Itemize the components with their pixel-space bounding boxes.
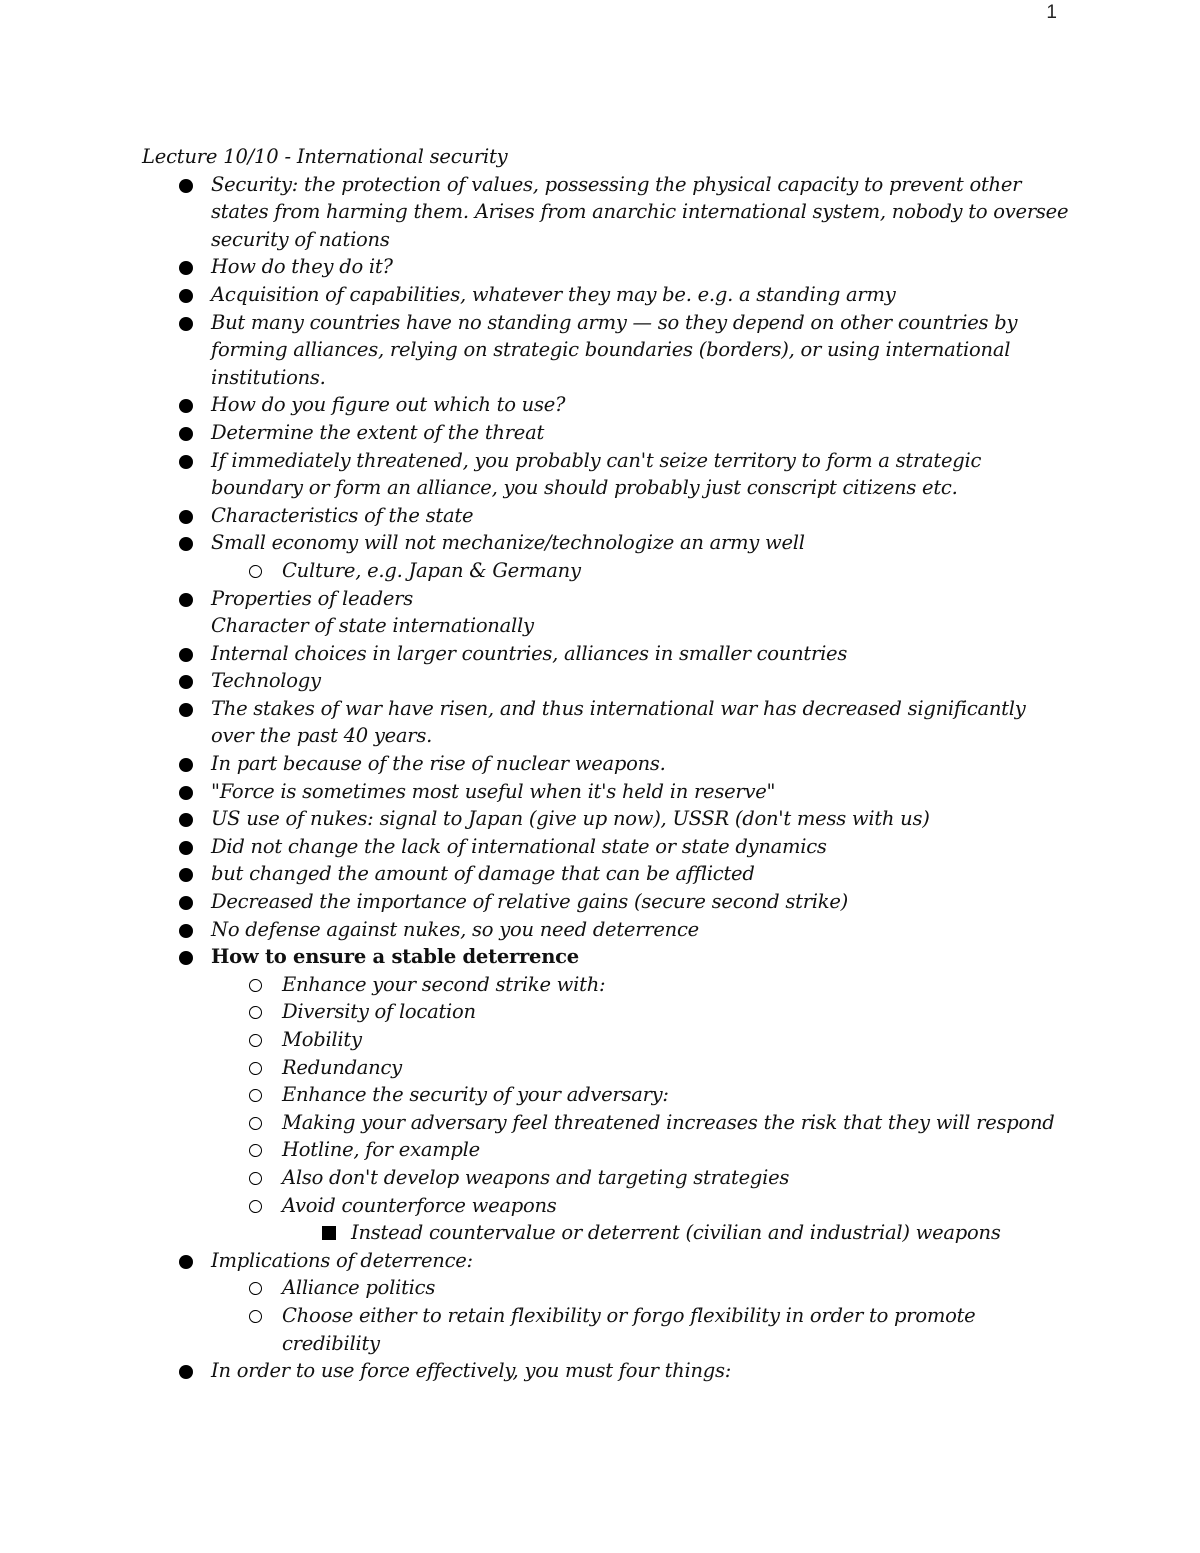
filled-circle-bullet-icon: [179, 179, 193, 193]
list-item-text: How to ensure a stable deterrence: [211, 945, 579, 969]
list-item: [142, 998, 1072, 1026]
filled-circle-bullet-icon: [179, 951, 193, 965]
list-item-text: How do they do it?: [211, 255, 393, 279]
list-item-text: but changed the amount of damage that can be afflicted: [211, 862, 755, 886]
list-item: [142, 502, 1072, 530]
hollow-circle-bullet-icon: [249, 1200, 262, 1213]
filled-circle-bullet-icon: [179, 455, 193, 469]
list-item: [142, 805, 1072, 833]
list-item-text: Acquisition of capabilities, whatever they may be. e.g. a standing army: [211, 282, 896, 306]
list-item: [142, 557, 1072, 585]
list-item: [142, 971, 1072, 999]
list-item: [142, 778, 1072, 806]
hollow-circle-bullet-icon: [249, 565, 262, 578]
lecture-notes: [142, 143, 1072, 1385]
list-item: [142, 281, 1072, 309]
list-item-text: US use of nukes: signal to Japan (give up now), USSR (don't mess with us): [211, 807, 930, 831]
list-item-text: Making your adversary feel threatened increases the risk that they will respond: [282, 1110, 1055, 1134]
filled-circle-bullet-icon: [179, 924, 193, 938]
filled-circle-bullet-icon: [179, 317, 193, 331]
list-item-text: Mobility: [282, 1028, 362, 1051]
filled-circle-bullet-icon: [179, 510, 193, 524]
list-item: [142, 667, 1072, 695]
list-item-text: But many countries have no standing army — so they depend on other countries by forming alliances, relying on strategic boundaries (borders), or using international institutions.: [211, 310, 1018, 389]
list-item-text: Character of state internationally: [211, 614, 534, 638]
list-item-text: The stakes of war have risen, and thus international war has decreased significantly over the past 40 years.: [211, 696, 1026, 748]
filled-circle-bullet-icon: [179, 786, 193, 800]
page-number: 1: [1046, 2, 1057, 23]
filled-circle-bullet-icon: [179, 399, 193, 413]
list-item-text: Decreased the importance of relative gains (secure second strike): [211, 890, 848, 914]
list-item-text: Also don't develop weapons and targeting strategies: [282, 1165, 790, 1189]
hollow-circle-bullet-icon: [249, 979, 262, 992]
hollow-circle-bullet-icon: [249, 1144, 262, 1157]
filled-circle-bullet-icon: [179, 261, 193, 275]
list-item-text: Diversity of location: [282, 1000, 476, 1024]
hollow-circle-bullet-icon: [249, 1089, 262, 1102]
list-item: [142, 585, 1072, 613]
hollow-circle-bullet-icon: [249, 1034, 262, 1047]
lecture-heading: Lecture 10/10 - International security: [142, 145, 508, 168]
list-item: [142, 1247, 1072, 1275]
filled-square-bullet-icon: [322, 1226, 336, 1240]
list-item: [142, 1357, 1072, 1385]
hollow-circle-bullet-icon: [249, 1172, 262, 1185]
list-item-text: Properties of leaders: [211, 586, 414, 610]
list-item-text: Avoid counterforce weapons: [282, 1193, 557, 1217]
list-item-text: Culture, e.g. Japan & Germany: [282, 558, 581, 582]
filled-circle-bullet-icon: [179, 868, 193, 882]
list-item-text: In part because of the rise of nuclear weapons.: [211, 752, 666, 776]
filled-circle-bullet-icon: [179, 703, 193, 717]
list-item: [142, 640, 1072, 668]
list-item-text: Implications of deterrence:: [211, 1248, 473, 1272]
list-item-text: In order to use force effectively, you must four things:: [211, 1359, 732, 1383]
list-item-text: Small economy will not mechanize/technologize an army well: [211, 531, 805, 555]
list-item-text: Alliance politics: [282, 1276, 436, 1300]
hollow-circle-bullet-icon: [249, 1282, 262, 1295]
hollow-circle-bullet-icon: [249, 1062, 262, 1075]
list-item: [142, 309, 1072, 392]
list-item-text: Security: the protection of values, possessing the physical capacity to prevent other states from harming them. Arises from anarchic international system, nobody to oversee security of nations: [211, 172, 1069, 251]
filled-circle-bullet-icon: [179, 537, 193, 551]
list-item: [142, 1136, 1072, 1164]
filled-circle-bullet-icon: [179, 648, 193, 662]
filled-circle-bullet-icon: [179, 813, 193, 827]
list-item: [142, 1164, 1072, 1192]
list-item: [142, 171, 1072, 254]
list-item-text: Choose either to retain flexibility or forgo flexibility in order to promote credibility: [282, 1303, 976, 1355]
list-item: [142, 1219, 1072, 1247]
hollow-circle-bullet-icon: [249, 1310, 262, 1323]
list-item-text: Characteristics of the state: [211, 503, 474, 527]
list-item: [142, 750, 1072, 778]
list-item: [142, 253, 1072, 281]
filled-circle-bullet-icon: [179, 1255, 193, 1269]
list-item-text: Determine the extent of the threat: [211, 420, 545, 444]
list-item-text: Enhance the security of your adversary:: [282, 1083, 669, 1107]
filled-circle-bullet-icon: [179, 896, 193, 910]
list-item: [142, 1192, 1072, 1220]
list-item: [142, 888, 1072, 916]
filled-circle-bullet-icon: [179, 758, 193, 772]
list-item-text: "Force is sometimes most useful when it's held in reserve": [211, 779, 776, 803]
filled-circle-bullet-icon: [179, 289, 193, 303]
list-item-text: Hotline, for example: [282, 1138, 480, 1162]
list-item-text: Internal choices in larger countries, alliances in smaller countries: [211, 641, 848, 665]
list-item: [142, 860, 1072, 888]
list-item: [142, 1274, 1072, 1302]
list-item-text: Redundancy: [282, 1055, 402, 1079]
list-item: [142, 1081, 1072, 1109]
list-item-text: Did not change the lack of international state or state dynamics: [211, 834, 827, 858]
list-item-text: No defense against nukes, so you need deterrence: [211, 917, 699, 941]
bullet-list: [142, 171, 1072, 1385]
list-item: [142, 391, 1072, 419]
filled-circle-bullet-icon: [179, 841, 193, 855]
list-item: [142, 1109, 1072, 1137]
list-item: [142, 447, 1072, 502]
list-item: [142, 612, 1072, 640]
list-item: [142, 1302, 1072, 1357]
list-item-text: How do you figure out which to use?: [211, 393, 566, 417]
filled-circle-bullet-icon: [179, 427, 193, 441]
list-item: [142, 419, 1072, 447]
list-item-text: Enhance your second strike with:: [282, 972, 606, 996]
list-item: [142, 529, 1072, 557]
list-item: [142, 1054, 1072, 1082]
list-item: [142, 833, 1072, 861]
hollow-circle-bullet-icon: [249, 1006, 262, 1019]
filled-circle-bullet-icon: [179, 593, 193, 607]
list-item: [142, 943, 1072, 971]
hollow-circle-bullet-icon: [249, 1117, 262, 1130]
filled-circle-bullet-icon: [179, 1365, 193, 1379]
filled-circle-bullet-icon: [179, 675, 193, 689]
list-item-text: Technology: [211, 669, 321, 693]
list-item-text: Instead countervalue or deterrent (civilian and industrial) weapons: [351, 1221, 1001, 1245]
list-item: [142, 1026, 1072, 1054]
list-item: [142, 695, 1072, 750]
list-item-text: If immediately threatened, you probably can't seize territory to form a strategic boundary or form an alliance, you should probably just conscript citizens etc.: [211, 448, 982, 500]
list-item: [142, 916, 1072, 944]
